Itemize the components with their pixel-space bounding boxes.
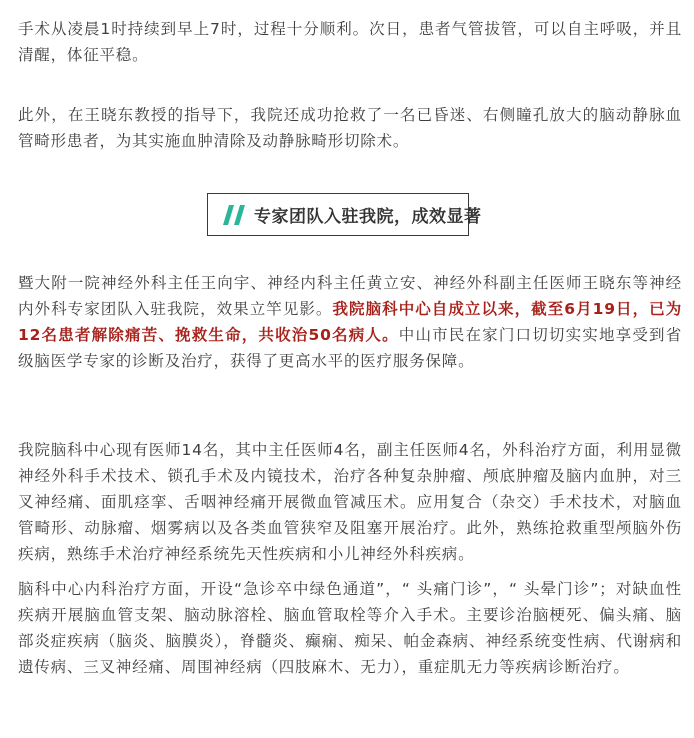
expert-team-text-continued: 中山市民在家门口切切实实地享受到省级脑医学专家的诊断及治疗，获得了更高水平的医疗服务保障。 xyxy=(18,326,682,370)
highlight-statistics: 我院脑科中心自成立以来，截至6月19日，已为12名患者解除痛苦、挽救生命，共收治50名病人。 xyxy=(18,300,682,344)
section-header xyxy=(207,193,482,236)
paragraph-rescue-case: 此外，在王晓东教授的指导下，我院还成功抢救了一名已昏迷、右侧瞳孔放大的脑动静脉血管畸形患者，为其实施血肿清除及动静脉畸形切除术。 xyxy=(18,106,682,150)
paragraph-surgery-result: 手术从凌晨1时持续到早上7时，过程十分顺利。次日，患者气管拔管，可以自主呼吸，并且清醒，体征平稳。 xyxy=(18,20,682,64)
quote-marks-icon xyxy=(220,202,250,228)
paragraph-expert-team xyxy=(18,270,682,374)
expert-team-text: 暨大附一院神经外科主任王向宇、神经内科主任黄立安、神经外科副主任医师王晓东等神经内外科专家团队入驻我院，效果立竿见影。 xyxy=(18,274,682,318)
section-title: 专家团队入驻我院，成效显著 xyxy=(254,207,482,227)
paragraph-surgical-capabilities: 我院脑科中心现有医师14名，其中主任医师4名，副主任医师4名，外科治疗方面，利用显微神经外科手术技术、锁孔手术及内镜技术，治疗各种复杂肿瘤、颅底肿瘤及脑内血肿，对三叉神经痛、面肌痉挛、舌咽神经痛开展微血管减压术。应用复合（杂交）手术技术，对脑血管畸形、动脉瘤、烟雾病以及各类血管狭窄及阻塞开展治疗。此外，熟练抢救重型颅脑外伤疾病，熟练手术治疗神经系统先天性疾病和小儿神经外科疾病。 xyxy=(18,441,682,563)
paragraph-internal-medicine: 脑科中心内科治疗方面，开设“急诊卒中绿色通道”，“ 头痛门诊”，“ 头晕门诊”；对缺血性疾病开展脑血管支架、脑动脉溶栓、脑血管取栓等介入手术。主要诊治脑梗死、偏头痛、脑部炎症疾病（脑炎、脑膜炎），脊髓炎、癫痫、痴呆、帕金森病、神经系统变性病、代谢病和遗传病、三叉神经痛、周围神经病（四肢麻木、无力），重症肌无力等疾病诊断治疗。 xyxy=(18,580,682,676)
